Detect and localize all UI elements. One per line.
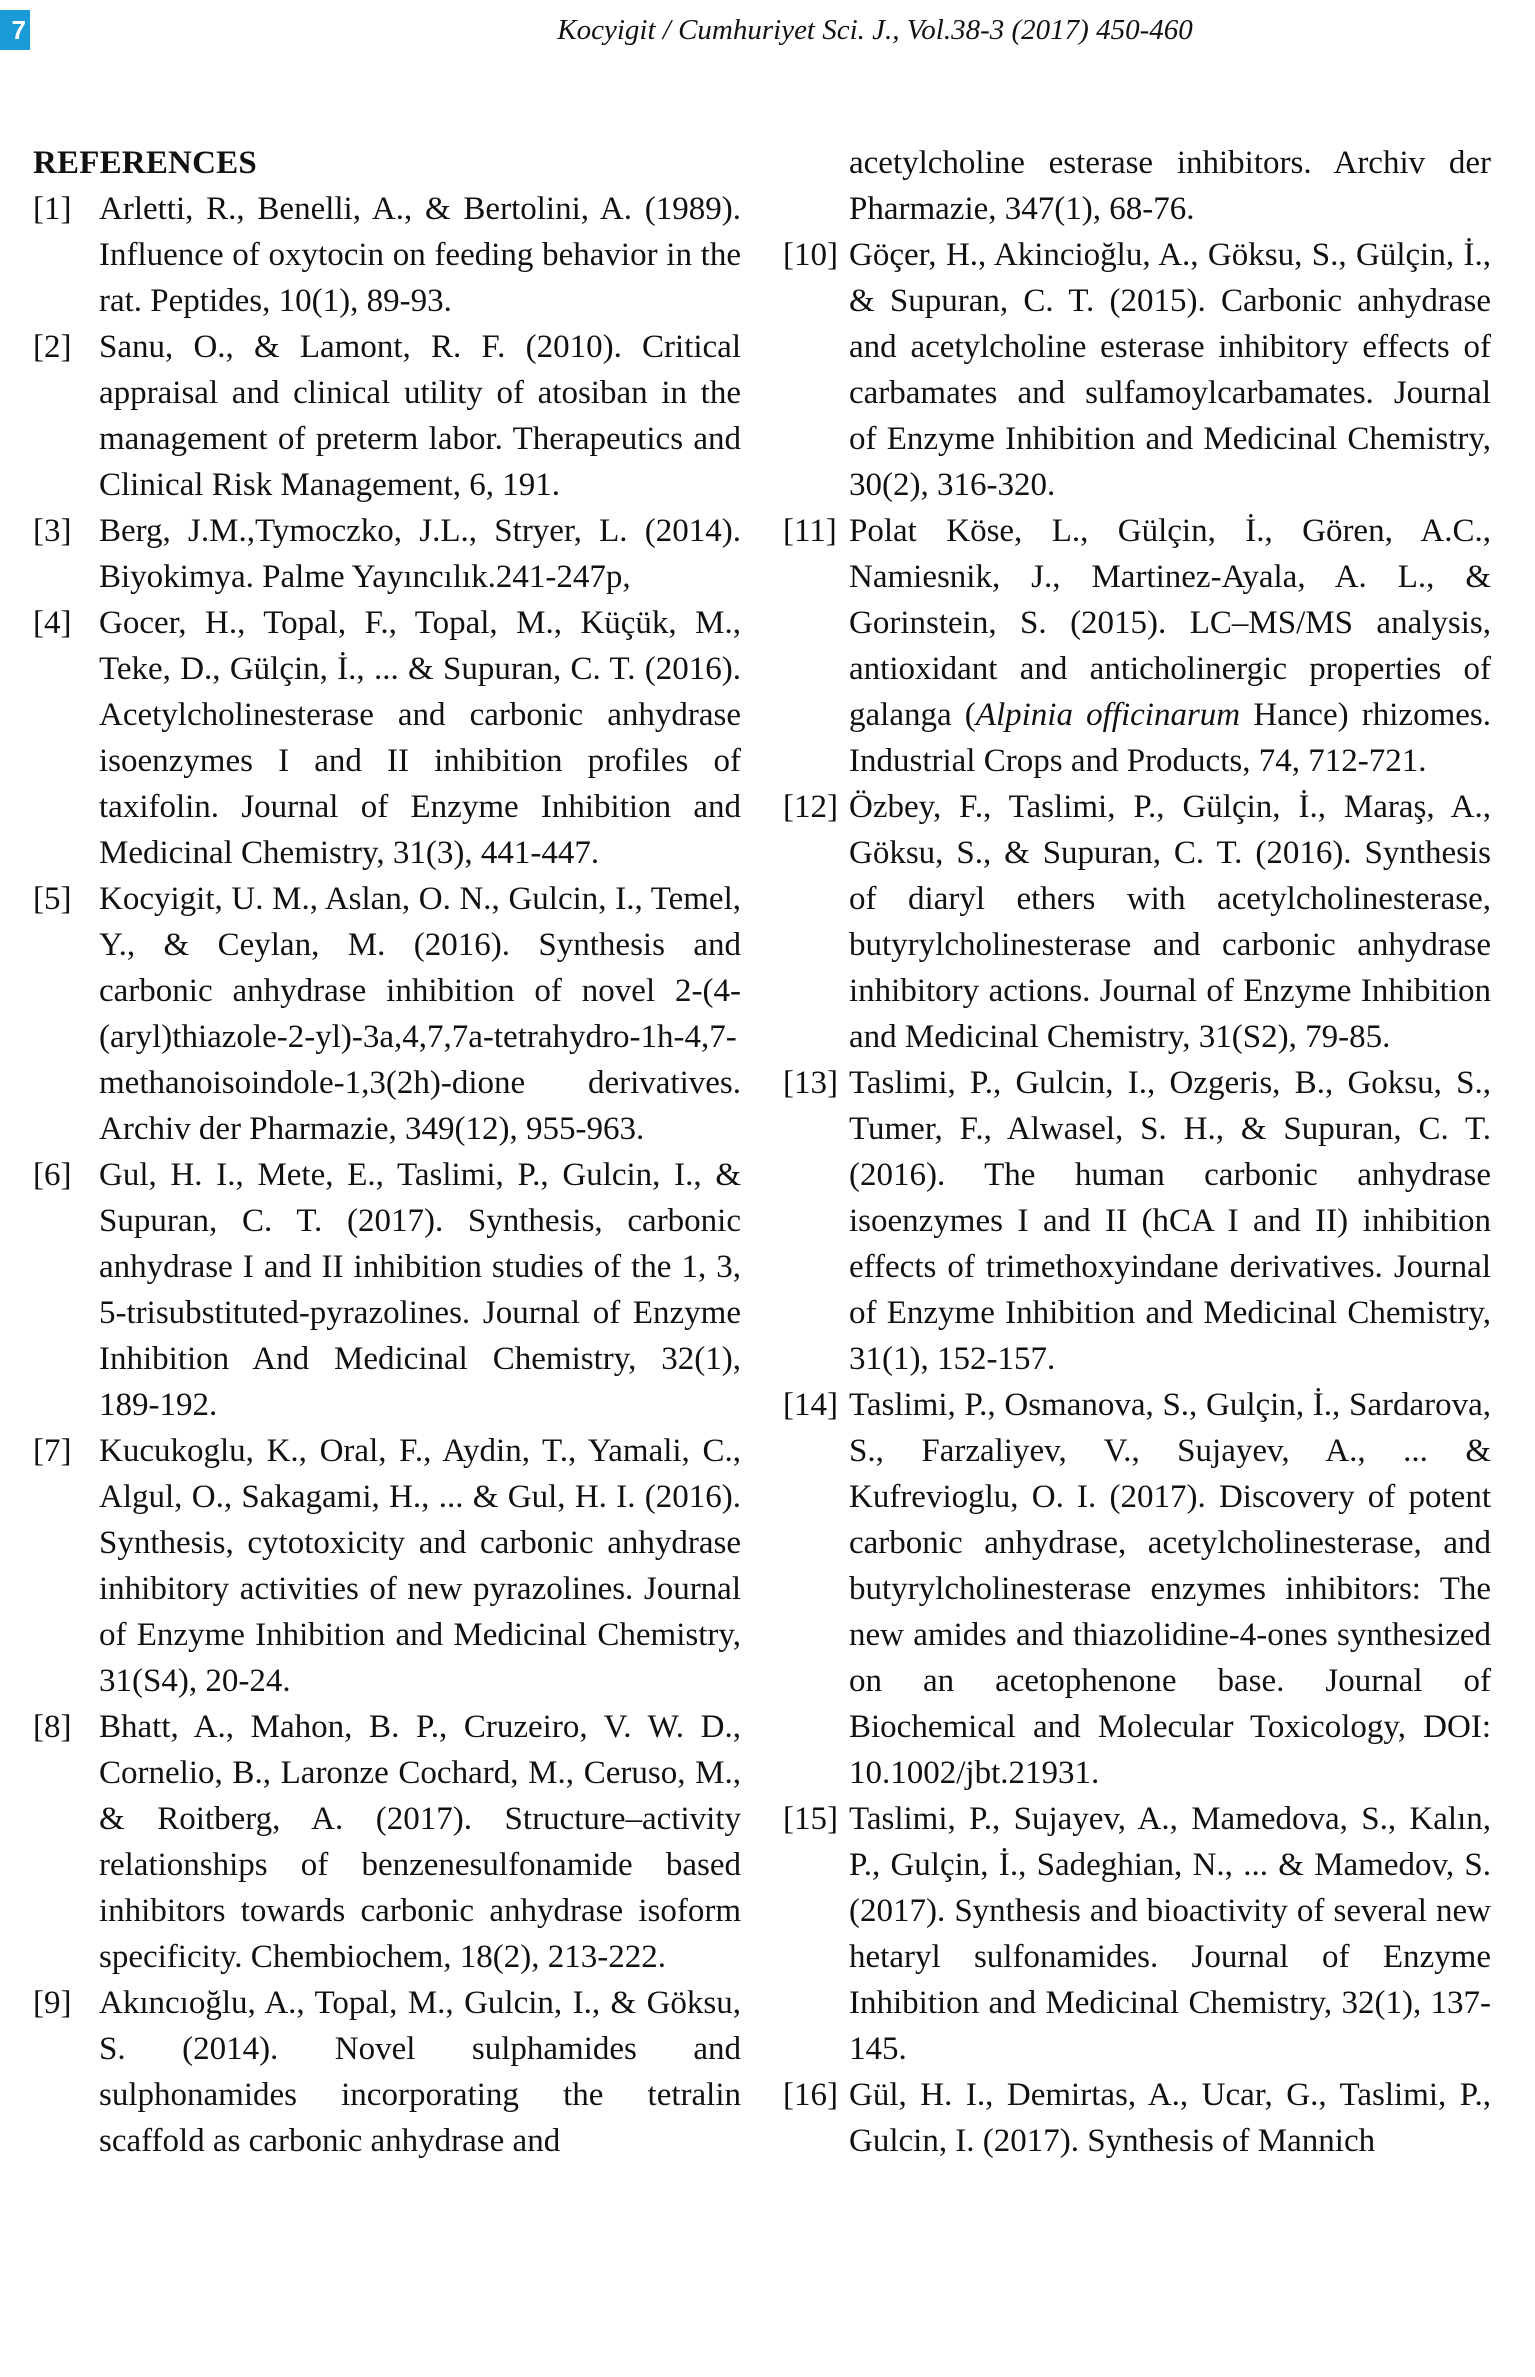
reference-text: Kocyigit, U. M., Aslan, O. N., Gulcin, I., Temel, Y., & Ceylan, M. (2016). Synthesis and carbonic anhydrase inhibition of novel 2-(4-(aryl)thiazole-2-yl)-3a,4,7,7a-tetrahydro-1h-4,7-methanoisoindole-1,3(2h)-dione derivatives. Archiv der Pharmazie, 349(12), 955-963. [99, 881, 741, 1147]
reference-text-part: Hance) rhizomes. Industrial Crops and Products, 74, 712-721. [849, 697, 1491, 779]
reference-text: Taslimi, P., Gulcin, I., Ozgeris, B., Goksu, S., Tumer, F., Alwasel, S. H., & Supuran, C. T. (2016). The human carbonic anhydrase isoenzymes I and II (hCA I and II) inhibition effects of trimethoxyindane derivatives. Journal of Enzyme Inhibition and Medicinal Chemistry, 31(1), 152-157. [849, 1065, 1491, 1377]
reference-text: Göçer, H., Akincioğlu, A., Göksu, S., Gülçin, İ., & Supuran, C. T. (2015). Carbonic anhydrase and acetylcholine esterase inhibitory effects of carbamates and sulfamoylcarbamates. Journal of Enzyme Inhibition and Medicinal Chemistry, 30(2), 316-320. [849, 237, 1491, 503]
references-heading: REFERENCES [33, 145, 257, 181]
reference-text: acetylcholine esterase inhibitors. Archiv der Pharmazie, 347(1), 68-76. [849, 145, 1491, 227]
reference-9-continuation [783, 140, 1491, 232]
reference-text: Akıncıoğlu, A., Topal, M., Gulcin, I., & Göksu, S. (2014). Novel sulphamides and sulphonamides incorporating the tetralin scaffold as carbonic anhydrase and [99, 1985, 741, 2159]
reference-text: Taslimi, P., Sujayev, A., Mamedova, S., Kalın, P., Gulçin, İ., Sadeghian, N., ... & Mamedov, S. (2017). Synthesis and bioactivity of several new hetaryl sulfonamides. Journal of Enzyme Inhibition and Medicinal Chemistry, 32(1), 137-145. [849, 1801, 1491, 2067]
reference-text: Gocer, H., Topal, F., Topal, M., Küçük, M., Teke, D., Gülçin, İ., ... & Supuran, C. T. (2016). Acetylcholinesterase and carbonic anhydrase isoenzymes I and II inhibition profiles of taxifolin. Journal of Enzyme Inhibition and Medicinal Chemistry, 31(3), 441-447. [99, 605, 741, 871]
right-column [783, 140, 1491, 2164]
reference-3 [33, 508, 741, 600]
running-header: Kocyigit / Cumhuriyet Sci. J., Vol.38-3 (2017) 450-460 [557, 14, 1193, 46]
reference-8 [33, 1704, 741, 1980]
reference-number: [4] [33, 605, 72, 641]
reference-2 [33, 324, 741, 508]
page-number-badge: 7 [0, 10, 30, 50]
reference-number: [6] [33, 1157, 72, 1193]
reference-number: [15] [783, 1801, 838, 1837]
reference-15 [783, 1796, 1491, 2072]
reference-text: Gül, H. I., Demirtas, A., Ucar, G., Taslimi, P., Gulcin, I. (2017). Synthesis of Mannich [849, 2077, 1491, 2159]
reference-number: [16] [783, 2077, 838, 2113]
reference-text: Bhatt, A., Mahon, B. P., Cruzeiro, V. W. D., Cornelio, B., Laronze Cochard, M., Ceruso, M., & Roitberg, A. (2017). Structure–activity relationships of benzenesulfonamide based inhibitors towards carbonic anhydrase isoform specificity. Chembiochem, 18(2), 213-222. [99, 1709, 741, 1975]
reference-text: Gul, H. I., Mete, E., Taslimi, P., Gulcin, I., & Supuran, C. T. (2017). Synthesis, carbonic anhydrase I and II inhibition studies of the 1, 3, 5-trisubstituted-pyrazolines. Journal of Enzyme Inhibition And Medicinal Chemistry, 32(1), 189-192. [99, 1157, 741, 1423]
reference-text [849, 508, 1491, 784]
reference-11 [783, 508, 1491, 784]
reference-9 [33, 1980, 741, 2164]
reference-number: [13] [783, 1065, 838, 1101]
reference-number: [1] [33, 191, 72, 227]
reference-text: Arletti, R., Benelli, A., & Bertolini, A. (1989). Influence of oxytocin on feeding behavior in the rat. Peptides, 10(1), 89-93. [99, 191, 741, 319]
left-column [33, 140, 741, 2164]
reference-number: [7] [33, 1433, 72, 1469]
reference-number: [3] [33, 513, 72, 549]
reference-5 [33, 876, 741, 1152]
reference-14 [783, 1382, 1491, 1796]
reference-number: [5] [33, 881, 72, 917]
reference-1 [33, 186, 741, 324]
reference-13 [783, 1060, 1491, 1382]
reference-text: Kucukoglu, K., Oral, F., Aydin, T., Yamali, C., Algul, O., Sakagami, H., ... & Gul, H. I. (2016). Synthesis, cytotoxicity and carbonic anhydrase inhibitory activities of new pyrazolines. Journal of Enzyme Inhibition and Medicinal Chemistry, 31(S4), 20-24. [99, 1433, 741, 1699]
reference-number: [8] [33, 1709, 72, 1745]
reference-text: Sanu, O., & Lamont, R. F. (2010). Critical appraisal and clinical utility of atosiban in the management of preterm labor. Therapeutics and Clinical Risk Management, 6, 191. [99, 329, 741, 503]
reference-number: [10] [783, 237, 838, 273]
reference-4 [33, 600, 741, 876]
reference-number: [12] [783, 789, 838, 825]
reference-number: [2] [33, 329, 72, 365]
reference-number: [11] [783, 513, 837, 549]
reference-number: [9] [33, 1985, 72, 2021]
reference-text-part: Polat Köse, L., Gülçin, İ., Gören, A.C., Namiesnik, J., Martinez-Ayala, A. L., & Gorinstein, S. (2015). LC–MS/MS analysis, antioxidant and anticholinergic properties of galanga ( [849, 513, 1491, 733]
reference-12 [783, 784, 1491, 1060]
reference-text: Özbey, F., Taslimi, P., Gülçin, İ., Maraş, A., Göksu, S., & Supuran, C. T. (2016). Synthesis of diaryl ethers with acetylcholinesterase, butyrylcholinesterase and carbonic anhydrase inhibitory actions. Journal of Enzyme Inhibition and Medicinal Chemistry, 31(S2), 79-85. [849, 789, 1491, 1055]
reference-text: Berg, J.M.,Tymoczko, J.L., Stryer, L. (2014). Biyokimya. Palme Yayıncılık.241-247p, [99, 513, 741, 595]
reference-16 [783, 2072, 1491, 2164]
reference-number: [14] [783, 1387, 838, 1423]
reference-6 [33, 1152, 741, 1428]
species-name: Alpinia officinarum [975, 697, 1241, 733]
reference-10 [783, 232, 1491, 508]
reference-text: Taslimi, P., Osmanova, S., Gulçin, İ., Sardarova, S., Farzaliyev, V., Sujayev, A., ... & Kufrevioglu, O. I. (2017). Discovery of potent carbonic anhydrase, acetylcholinesterase, and butyrylcholinesterase enzymes inhibitors: The new amides and thiazolidine-4-ones synthesized on an acetophenone base. Journal of Biochemical and Molecular Toxicology, DOI: 10.1002/jbt.21931. [849, 1387, 1491, 1791]
reference-7 [33, 1428, 741, 1704]
